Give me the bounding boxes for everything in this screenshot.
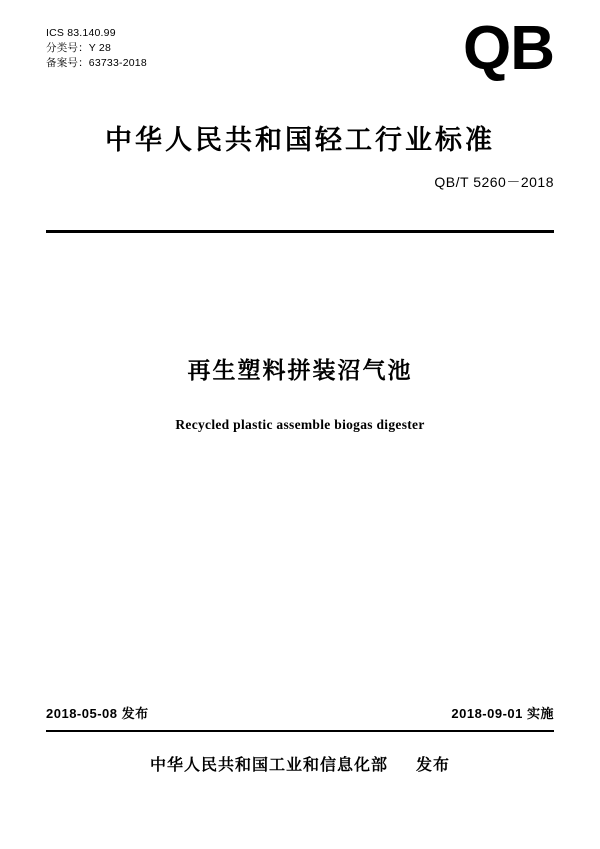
standard-number: QB/T 5260－2018 [434, 174, 554, 190]
publisher-name: 中华人民共和国工业和信息化部 [149, 757, 388, 774]
document-title-cn: 再生塑料拼装沼气池 [187, 358, 413, 383]
header-meta-block [46, 26, 147, 71]
publisher-line [0, 752, 600, 775]
issue-date: 2018-05-08 发布 [46, 706, 149, 721]
effective-date: 2018-09-01 实施 [451, 706, 554, 721]
footer-divider [46, 730, 554, 732]
document-title-en: Recycled plastic assemble biogas digester [175, 417, 425, 432]
series-title: 中华人民共和国轻工行业标准 [105, 125, 495, 155]
publisher-action: 发布 [416, 757, 451, 774]
record-number: 备案号：63733-2018 [46, 57, 147, 69]
qb-logo: QB [463, 14, 554, 83]
ics-code: ICS 83.140.99 [46, 27, 116, 39]
classification-code: 分类号：Y 28 [46, 42, 112, 54]
header-divider [46, 230, 554, 233]
dates-row [46, 703, 554, 722]
